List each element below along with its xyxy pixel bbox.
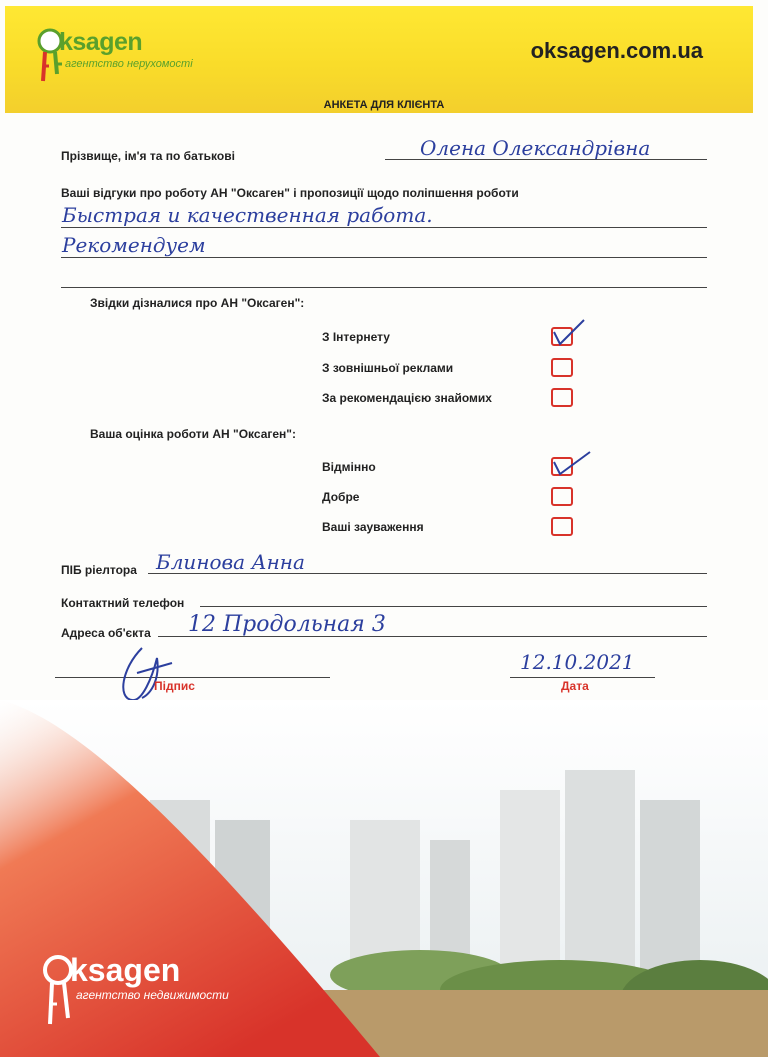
- logo-tagline: агентство нерухомості: [65, 58, 193, 70]
- address-label: Адреса об'єкта: [61, 626, 151, 640]
- logo-wordmark: ksagen: [59, 28, 143, 56]
- signature-scribble: [112, 638, 192, 708]
- rating-option-label: Відмінно: [322, 460, 376, 474]
- footer-logo-tagline: агентство недвижимости: [76, 988, 229, 1002]
- date-value[interactable]: 12.10.2021: [520, 650, 635, 674]
- footer-logo-wordmark: ksagen: [70, 952, 181, 988]
- form-title: АНКЕТА ДЛЯ КЛІЄНТА: [323, 99, 445, 111]
- feedback-text-1[interactable]: Быстрая и качественная работа.: [62, 203, 433, 227]
- feedback-line-1: [61, 227, 707, 228]
- footer-logo: [40, 952, 260, 1042]
- rating-question-label: Ваша оцінка роботи АН "Оксаген":: [90, 427, 296, 441]
- phone-label: Контактний телефон: [61, 596, 185, 610]
- rating-option-label: Добре: [322, 490, 360, 504]
- header-banner: [5, 6, 753, 113]
- date-label: Дата: [561, 679, 589, 693]
- full-name-label: Прізвище, ім'я та по батькові: [61, 149, 235, 163]
- rating-option-label: Ваші зауваження: [322, 520, 424, 534]
- source-option-label: З зовнішньої реклами: [322, 361, 454, 375]
- phone-line: [200, 606, 707, 607]
- date-line: [510, 677, 655, 678]
- feedback-line-3: [61, 287, 707, 288]
- feedback-label: Ваші відгуки про роботу АН "Оксаген" і пропозиції щодо поліпшення роботи: [61, 186, 519, 200]
- rating-remarks-checkbox[interactable]: [551, 517, 573, 536]
- address-value[interactable]: 12 Продольная 3: [188, 612, 386, 637]
- website-address: oksagen.com.ua: [530, 38, 703, 63]
- oksagen-logo: [35, 26, 215, 96]
- source-question-label: Звідки дізналися про АН "Оксаген":: [90, 296, 305, 310]
- signature-label: Підпис: [154, 679, 195, 693]
- check-mark-icon: [548, 446, 594, 480]
- rating-good-checkbox[interactable]: [551, 487, 573, 506]
- check-mark-icon: [548, 316, 588, 350]
- signature-line: [55, 677, 330, 678]
- feedback-text-2[interactable]: Рекомендуем: [62, 233, 206, 257]
- full-name-value[interactable]: Олена Олександрівна: [420, 136, 651, 160]
- realtor-value[interactable]: Блинова Анна: [156, 550, 305, 574]
- source-option-label: За рекомендацією знайомих: [322, 391, 492, 405]
- source-recommendation-checkbox[interactable]: [551, 388, 573, 407]
- feedback-line-2: [61, 257, 707, 258]
- source-ads-checkbox[interactable]: [551, 358, 573, 377]
- realtor-label: ПІБ ріелтора: [61, 563, 137, 577]
- source-option-label: З Інтернету: [322, 330, 390, 344]
